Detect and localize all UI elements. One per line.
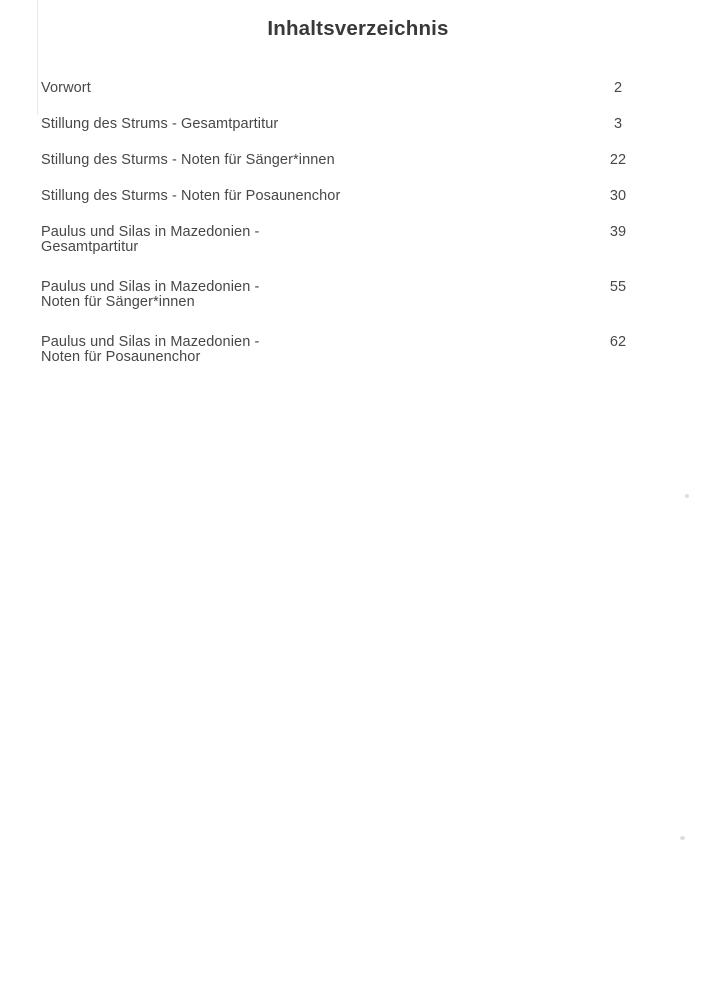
toc-entry-line1: Paulus und Silas in Mazedonien - <box>41 224 260 240</box>
scan-artifact-speck <box>680 836 685 840</box>
toc-entry-page-number: 3 <box>613 116 623 132</box>
toc-entry-line1: Paulus und Silas in Mazedonien - <box>41 279 260 295</box>
toc-entry-page-number: 30 <box>609 188 627 204</box>
toc-entry-line1: Paulus und Silas in Mazedonien - <box>41 334 260 350</box>
toc-entry-title <box>41 153 583 168</box>
toc-entry-line2: Noten für Posaunenchor <box>41 349 201 365</box>
toc-entry-line2: Noten für Sänger*innen <box>41 294 195 310</box>
toc-list <box>41 81 653 390</box>
toc-entry <box>41 189 653 204</box>
toc-entry <box>41 225 653 255</box>
toc-entry-title <box>41 117 583 132</box>
toc-entry-line1: Vorwort <box>41 80 91 96</box>
toc-entry-line1: Stillung des Sturms - Noten für Posaunenchor <box>41 188 341 204</box>
toc-entry-title <box>41 280 583 310</box>
toc-entry <box>41 335 653 365</box>
toc-entry <box>41 280 653 310</box>
toc-entry <box>41 153 653 168</box>
toc-entry <box>41 117 653 132</box>
toc-entry-page-number: 39 <box>609 224 627 240</box>
scan-artifact-speck <box>685 494 689 498</box>
toc-entry <box>41 81 653 96</box>
page-title: Inhaltsverzeichnis <box>267 17 449 40</box>
toc-entry-page-number: 22 <box>609 152 627 168</box>
toc-entry-page-number: 62 <box>609 334 627 350</box>
toc-entry-page-number: 2 <box>613 80 623 96</box>
toc-entry-title <box>41 81 583 96</box>
toc-entry-line1: Stillung des Strums - Gesamtpartitur <box>41 116 279 132</box>
toc-entry-title <box>41 189 583 204</box>
toc-entry-line1: Stillung des Sturms - Noten für Sänger*innen <box>41 152 335 168</box>
toc-entry-title <box>41 335 583 365</box>
toc-entry-title <box>41 225 583 255</box>
toc-entry-page-number: 55 <box>609 279 627 295</box>
toc-entry-line2: Gesamtpartitur <box>41 239 139 255</box>
